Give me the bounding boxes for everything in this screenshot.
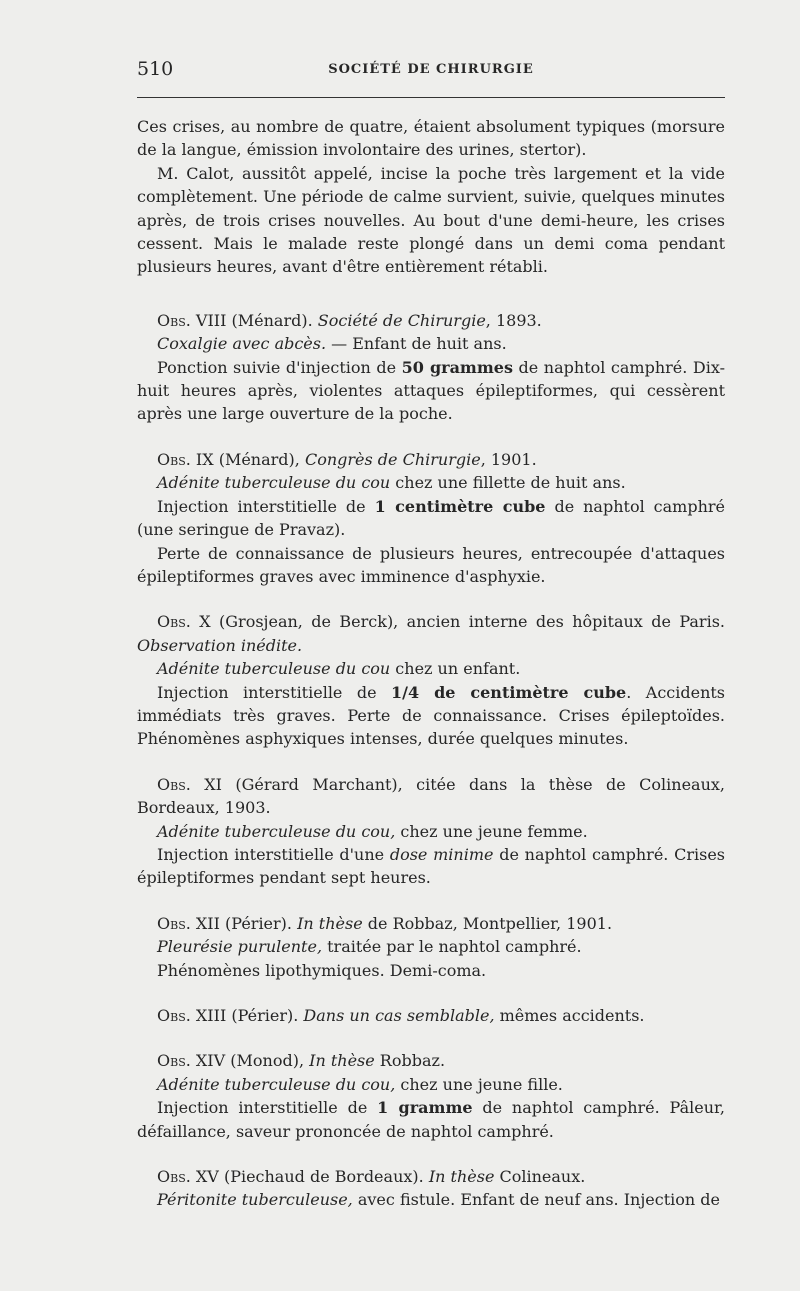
text-part: Ponction suivie d'injection de: [157, 357, 402, 377]
obs-author: XII (Périer).: [190, 913, 298, 933]
obs-label: Obs.: [157, 913, 191, 933]
obs-author: XV (Piechaud de Bordeaux).: [190, 1167, 429, 1187]
header-rule: [137, 97, 725, 98]
obs-label: Obs.: [157, 612, 191, 632]
diagnosis-text: Adénite tuberculeuse du cou,: [157, 821, 396, 841]
diagnosis-text: Coxalgie avec abcès.: [157, 334, 327, 354]
diagnosis-text: Péritonite tuberculeuse,: [157, 1190, 353, 1210]
obs-label: Obs.: [157, 449, 191, 469]
diagnosis-rest: traitée par le naphtol camphré.: [322, 937, 582, 957]
obs-8-description: [137, 356, 725, 426]
diagnosis-text: Adénite tuberculeuse du cou: [157, 659, 391, 679]
text-part: de naphtol camphré. Pâleur, défaillance, saveur prononcée de naphtol camphré.: [137, 1098, 725, 1141]
obs-author: XIV (Monod),: [190, 1051, 310, 1071]
obs-source-rest: mêmes accidents.: [494, 1006, 645, 1025]
spacer: [137, 982, 725, 1004]
obs-year: , 1901.: [480, 449, 537, 469]
text-part: Injection interstitielle d'une: [157, 844, 390, 864]
obs-8-diagnosis: [137, 332, 725, 355]
obs-label: Obs.: [157, 1167, 191, 1187]
obs-source-rest: de Robbaz, Montpellier, 1901.: [362, 913, 613, 933]
obs-author: XIII (Périer).: [190, 1006, 304, 1025]
obs-source: In thèse: [297, 913, 363, 933]
obs-source: In thèse: [428, 1167, 495, 1187]
diagnosis-text: Adénite tuberculeuse du cou,: [157, 1074, 396, 1094]
text-part: de naphtol camphré. Crises épileptiformes pendant sept heures.: [137, 844, 725, 888]
obs-9-injection: [137, 495, 725, 542]
dose-text: 50 grammes: [401, 357, 513, 377]
obs-source-rest: Colineaux.: [494, 1167, 586, 1187]
obs-9-description: Perte de connaissance de plusieurs heures, entrecoupée d'attaques épileptiformes graves avec imminence d'asphyxie.: [137, 543, 725, 586]
page-number: 510: [137, 58, 174, 80]
obs-8-heading: [137, 309, 725, 332]
dose-text: dose minime: [389, 844, 494, 864]
text-part: Injection interstitielle de: [157, 496, 375, 516]
obs-15-heading: [137, 1165, 725, 1188]
paragraph-calot: M. Calot, aussitôt appelé, incise la poche très largement et la vide complètement. Une période de calme survient, suivie, quelques minutes après, de trois crises nouvelles. Au bout d'une demi-heure, les crises cessent. Mais le malade reste plongé dans un demi coma pendant plusieurs heures, avant d'être entièrement rétabli.: [137, 163, 725, 277]
text-part: Injection interstitielle de: [157, 1098, 378, 1118]
obs-9-diagnosis: [137, 471, 725, 494]
obs-14-diagnosis: [137, 1073, 725, 1096]
obs-source: Congrès de Chirurgie: [304, 449, 481, 469]
diagnosis-rest: — Enfant de huit ans.: [326, 334, 507, 354]
text-part: de naphtol camphré (une seringue de Pravaz).: [137, 496, 726, 540]
obs-9-heading: [137, 448, 725, 471]
obs-source: In thèse: [309, 1051, 375, 1071]
diagnosis-rest: chez une fillette de huit ans.: [390, 473, 626, 493]
obs-label: Obs.: [157, 310, 191, 330]
obs-label: Obs.: [157, 774, 191, 794]
spacer: [137, 588, 725, 610]
obs-author: X (Grosjean, de Berck), ancien interne des hôpitaux de Paris.: [190, 612, 725, 632]
diagnosis-rest: chez un enfant.: [390, 659, 521, 679]
obs-source: Dans un cas semblable,: [303, 1006, 495, 1025]
page-header: [137, 58, 725, 84]
diagnosis-rest: chez une jeune femme.: [395, 821, 588, 841]
obs-11-heading: [137, 773, 725, 820]
obs-13-heading: [137, 1004, 725, 1027]
diagnosis-rest: chez une jeune fille.: [395, 1074, 563, 1094]
obs-label: Obs.: [157, 1006, 191, 1025]
text-part: de naphtol camphré. Dix-huit heures après, violentes attaques épileptiformes, qui cessèrent après une large ouverture de la poche.: [137, 357, 726, 424]
obs-15-diagnosis: [137, 1188, 725, 1211]
obs-source: Société de Chirurgie: [317, 310, 486, 330]
obs-12-heading: [137, 912, 725, 935]
obs-12-description: Phénomènes lipothymiques. Demi-coma.: [157, 960, 487, 980]
diagnosis-rest: avec fistule. Enfant de neuf ans. Injection de: [352, 1190, 720, 1210]
obs-10-diagnosis: [137, 657, 725, 680]
obs-year: , 1893.: [485, 310, 542, 330]
spacer: [137, 751, 725, 773]
obs-author: IX (Ménard),: [190, 449, 305, 469]
spacer: [137, 426, 725, 448]
obs-source: Observation inédite.: [137, 635, 303, 655]
running-title: SOCIÉTÉ DE CHIRURGIE: [328, 62, 534, 77]
dose-text: 1/4 de centimètre cube: [391, 682, 627, 702]
diagnosis-text: Pleurésie purulente,: [157, 937, 323, 957]
dose-text: 1 centimètre cube: [374, 496, 546, 516]
spacer: [137, 1027, 725, 1049]
obs-14-heading: [137, 1049, 725, 1072]
spacer: [137, 890, 725, 912]
obs-14-description: [137, 1096, 725, 1143]
spacer: [137, 279, 725, 309]
obs-author: VIII (Ménard).: [190, 310, 318, 330]
obs-source-rest: Robbaz.: [374, 1051, 446, 1071]
obs-11-description: [137, 843, 725, 890]
obs-11-diagnosis: [137, 820, 725, 843]
spacer: [137, 1143, 725, 1165]
page-body: [137, 115, 725, 1212]
obs-10-heading: [137, 610, 725, 657]
paragraph-crises: Ces crises, au nombre de quatre, étaient absolument typiques (morsure de la langue, émission involontaire des urines, stertor).: [137, 117, 725, 160]
diagnosis-text: Adénite tuberculeuse du cou: [157, 473, 391, 493]
obs-label: Obs.: [157, 1051, 191, 1071]
dose-text: 1 gramme: [377, 1098, 473, 1118]
obs-12-diagnosis: [137, 935, 725, 958]
obs-10-description: [137, 681, 725, 751]
obs-author: XI (Gérard Marchant), citée dans la thèse de Colineaux, Bordeaux, 1903.: [137, 774, 725, 818]
text-part: Injection interstitielle de: [157, 682, 392, 702]
text-part: . Accidents immédiats très graves. Perte de connaissance. Crises épileptoïdes. Phénomènes asphyxiques intenses, durée quelques minutes.: [137, 682, 726, 749]
